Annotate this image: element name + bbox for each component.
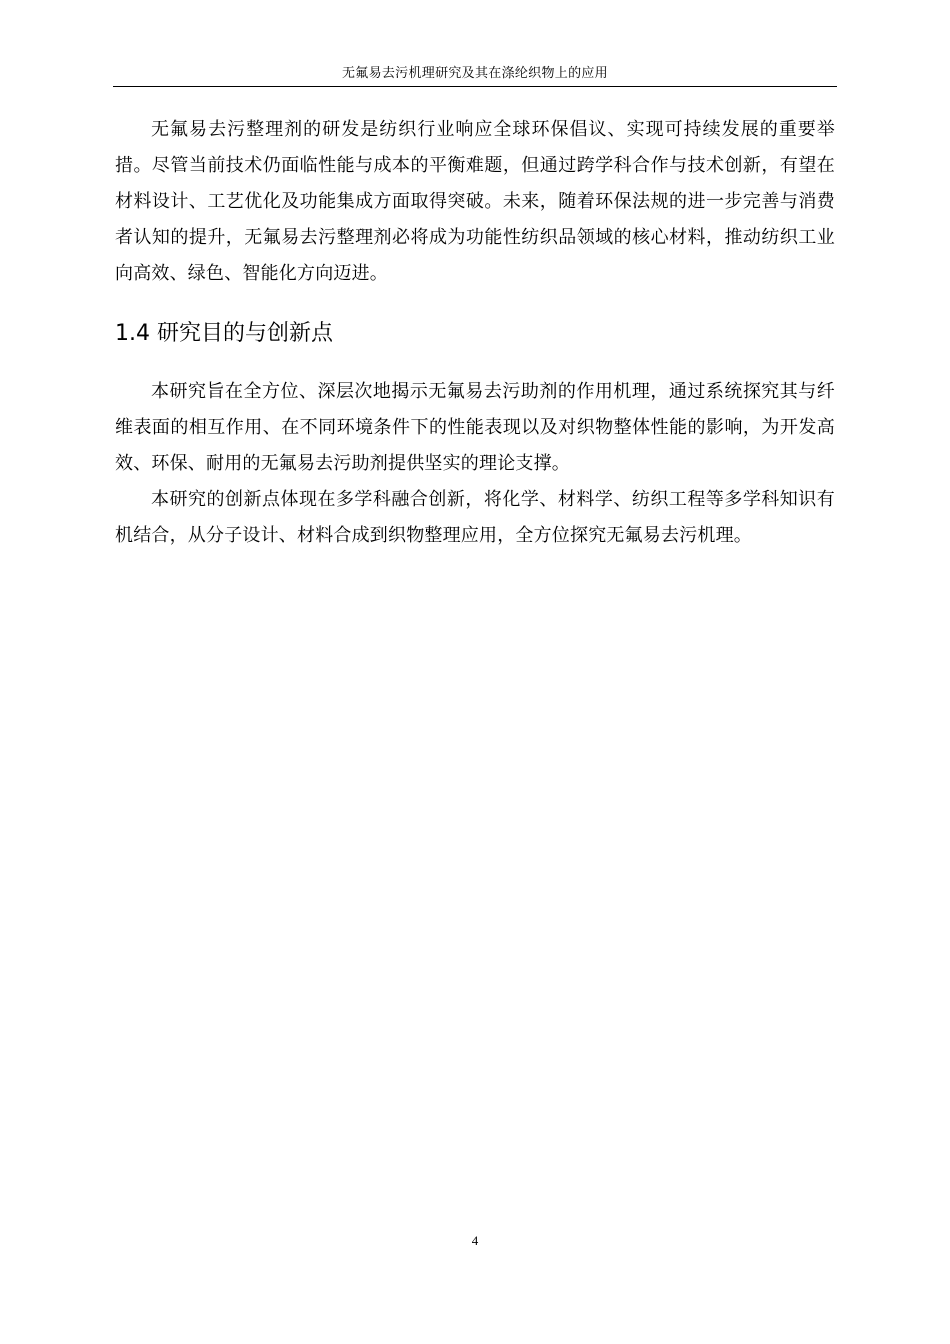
section-paragraph-innovation: 本研究的创新点体现在多学科融合创新，将化学、材料学、纺织工程等多学科知识有机结合，从分子设计、材料合成到织物整理应用，全方位探究无氟易去污机理。 <box>115 489 835 546</box>
document-body <box>115 112 835 554</box>
section-heading: 1.4 研究目的与创新点 <box>115 321 333 346</box>
section-paragraph-purpose: 本研究旨在全方位、深层次地揭示无氟易去污助剂的作用机理，通过系统探究其与纤维表面的相互作用、在不同环境条件下的性能表现以及对织物整体性能的影响，为开发高效、环保、耐用的无氟易去污助剂提供坚实的理论支撑。 <box>115 381 835 474</box>
header-divider <box>113 86 837 87</box>
page-number: 4 <box>471 1233 479 1248</box>
intro-paragraph: 无氟易去污整理剂的研发是纺织行业响应全球环保倡议、实现可持续发展的重要举措。尽管当前技术仍面临性能与成本的平衡难题，但通过跨学科合作与技术创新，有望在材料设计、工艺优化及功能集成方面取得突破。未来，随着环保法规的进一步完善与消费者认知的提升，无氟易去污整理剂必将成为功能性纺织品领域的核心材料，推动纺织工业向高效、绿色、智能化方向迈进。 <box>115 119 835 284</box>
running-header: 无氟易去污机理研究及其在涤纶织物上的应用 <box>341 66 608 81</box>
